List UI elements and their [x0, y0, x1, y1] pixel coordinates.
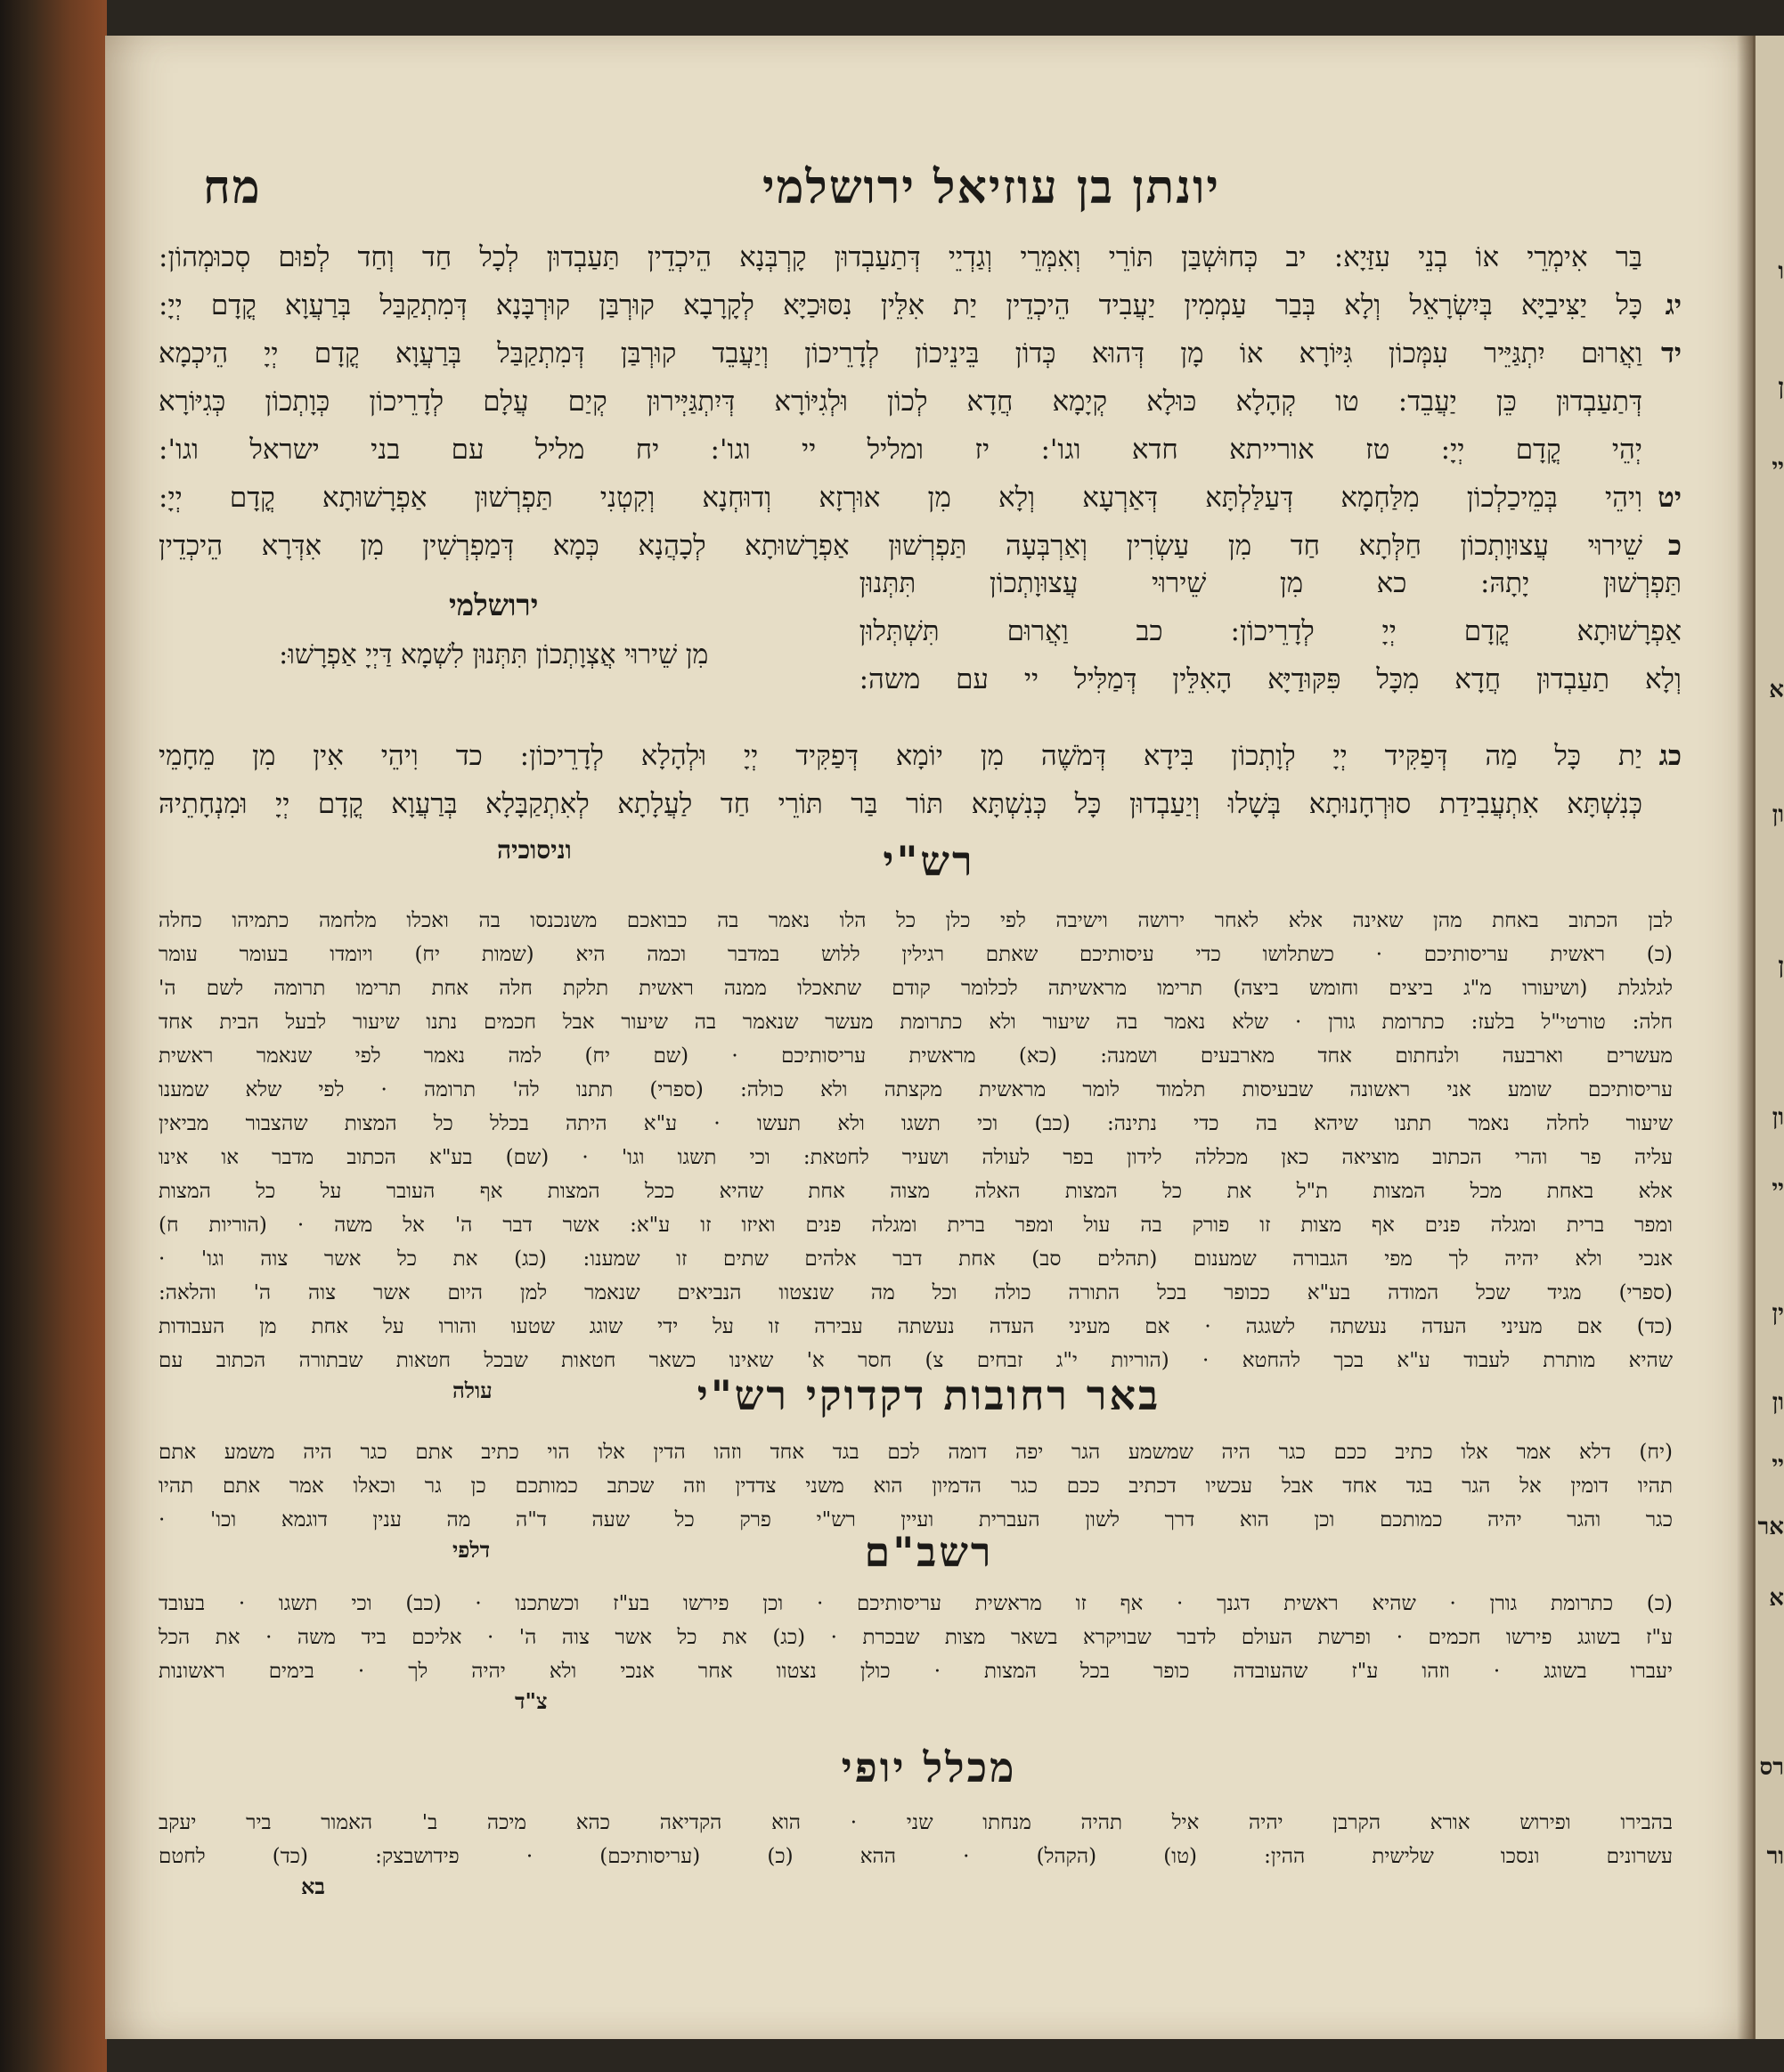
commentary-line: אנכי ולא יהיה לך מפי הגבורה שמענום (תהלים סב) אחת דבר אלהים שתים זו שמענו: (כג) את כל אשר צוה וגו' · — [159, 1247, 1673, 1271]
catchword: וניסוכיה — [497, 835, 572, 865]
commentary-line: מעשרים וארבעה ולנחתום אחד מארבעים ושמנה: (כא) מראשית עריסותיכם · (שם יח) למה נאמר לפי שנאמר ראשית — [159, 1044, 1673, 1068]
margin-letter: רס — [1759, 1754, 1784, 1781]
targum-line: ידוַאֲרוּם יִתְגַּיֵּיר עִמְּכוֹן גִּיּוֹרָא אוֹ מָן דְּהוּא כְּדוֹן בֵּינֵיכוֹן לְדָרֵיכוֹן וְיַעֲבֵד קוּרְבַּן דְּמִתְקַבַּל בְּרַעֲוָא קֳדָם יְיָ הֵיכְמָא — [159, 337, 1682, 370]
commentary-line: לגלגלת (ושיעורו מ"ג ביצים וחומש ביצה) תרימו מראשיתה לכלומר קודם שתאכלו ממנה ראשית תלקת חלה אחת תרימו תרומה לשם ה' — [159, 977, 1673, 1000]
margin-letter: יי — [1772, 1175, 1784, 1202]
targum-line: כשֵׁירוּי עֲצוּוָתְכוֹן חַלְּתָא חַד מִן עַשְׂרִין וְאַרְבְּעָה תַּפְרְשׁוּן אַפְרָשׁוּתָא לְכָהֲנָא כְּמָא דְּמַפְרְשִׁין מִן אִדְּרָא הֵיכְדֵין — [159, 530, 1682, 562]
catchword: דלפי — [452, 1537, 491, 1563]
targum-text — [159, 233, 1682, 570]
margin-letter: ן — [1778, 374, 1784, 401]
mikhlal-title: מכלל יופי — [841, 1743, 1017, 1792]
targum-line: יְהֵי קֳדָם יְיָ: טז אורייתא חדא וגו': יז ומליל יי וגו': יח מליל עם בני ישראל וגו': — [159, 434, 1642, 466]
commentary-line: ע"ז בשוגג פירשו חכמים · ופרשת העולם לדבר שבויקרא בשאר מצות שבכרת · (כג) את כל אשר צוה ה' · אליכם ביד משה · את הכל — [159, 1626, 1673, 1649]
yerushalmi-line: מִן שֵׁירוּי אֲצְוָתְכוֹן תִּתְּנוּן לִשְׁמָא דַּיְיָ אַפְרָשׁוּ: — [279, 639, 709, 670]
commentary-line: חלה: טורטי"ל בלעז: כתרומת גורן · שלא נאמר בה שיעור ולא כתרומת מעשר שנאמר בה שיעור אבל חכמים נתנו שיעור לבעל הבית אחד — [159, 1011, 1673, 1034]
yerushalmi-title: ירושלמי — [449, 588, 539, 622]
commentary-line: שהיא מותרת לעבוד ע"א בכך להחטא · (הוריות י"ג זבחים צ) חסר א' שאינו כשאר חטאות שבכל חטאות שבתורה הכתוב עם — [159, 1349, 1673, 1372]
margin-letter: ון — [1772, 1389, 1784, 1416]
commentary-line: ומפר ברית ומגלה פנים אף מצות זו פורק בה עול ומפר ברית ומגלה פנים ואיזו זו ע"א: אשר דבר ה' אל משה · (הוריות ח) — [159, 1214, 1673, 1237]
margin-letter: יי — [1772, 454, 1784, 481]
commentary-line: כגר והגר יהיה כמותכם וכן הוא דרך לשון העברית ועיין רש"י פרק כל שעה ד"ה מה ענין דוגמא וכו' · — [159, 1508, 1673, 1532]
catchword: צ"ד — [515, 1688, 548, 1714]
targum-line: כגיַת כָּל מַה דְּפַקִּיד יְיָ לְוָתְכוֹן בִּידָא דְּמֹשֶׁה מִן יוֹמָא דְּפַקִּיד יְיָ וּלְהָלָא לְדָרֵיכוֹן: כד וִיהֵי אִין מִן מֵחָמֵי — [159, 740, 1682, 772]
commentary-line: בהבירו ופירוש אורא הקרבן יהיה איל תהיה מנחתו שני · הוא הקדיאה כהא מיכה ב' האמור ביר יעקב — [159, 1811, 1673, 1834]
targum-column-right — [859, 559, 1682, 703]
margin-letter: ין — [1772, 1300, 1784, 1327]
folio-number: מח — [203, 159, 262, 215]
targum-split — [159, 559, 1682, 728]
margin-letter: ון — [1772, 801, 1784, 828]
commentary-line: לבן הכתוב באחת מהן שאינה אלא לאחר ירושה וישיבה לפי כלן כל הלו נאמר בה כבואכם משנכנסו בה ואכלו מלחמה כתמיהו כחלה — [159, 909, 1673, 932]
rashi-commentary — [159, 904, 1673, 1404]
targum-line: בַּר אִימְרֵי אוֹ בְנֵי עִזַּיָא: יב כְּחוּשְׁבַּן תּוֹרֵי וְאִמְּרֵי וְגַדְיֵי דְּתַעַבְדוּן קָרְבְּנָא הֵיכְדֵין תַּעַבְדוּן לְכָל חַד וְחַד לְפוּם סְכוּמְהוֹן: — [159, 241, 1642, 273]
page-title: יונתן בן עוזיאל ירושלמי — [762, 159, 1221, 215]
rashbam-title: רשב"ם — [864, 1528, 994, 1576]
margin-letter: יי — [1772, 1451, 1784, 1478]
mikhlal-commentary — [159, 1806, 1673, 1900]
commentary-line: תהיו דומין אל הגר בגד אחד אבל עכשיו דכתיב ככם כגר הדמיון הוא משני צדדין וזה שכתב כמותכם כן גר וכאלו אמר אתם תהיו — [159, 1475, 1673, 1498]
commentary-line: עליה פר והרי הכתוב מוציאה כאן מכללה לידון בפר לעולה ושעיר לחטאת: וכי תשגו וגו' · (שם) בע"א הכתוב מדבר או אינו — [159, 1146, 1674, 1169]
commentary-line: עשרונים ונסכו שלישית ההין: (טו) (הקהל) · ההא (כ) (עריסותיכם) · פידושבצק: (כד) לחטם — [159, 1845, 1673, 1868]
beer-title: באר רחובות דקדוקי רש"י — [696, 1371, 1161, 1419]
book-spine — [0, 0, 107, 2072]
catchword: עולה — [452, 1377, 493, 1403]
facing-page-edge — [1753, 36, 1784, 2039]
commentary-line: שיעור לחלה נאמר תתנו שיהא בה כדי נתינה: (כב) וכי תשגו ולא תעשו · ע"א היתה בכלל כל המצות שהצבור מביאין — [159, 1112, 1673, 1135]
commentary-line: (יח) דלא אמר אלו כתיב ככם כגר היה שמשמע הגר יפה דומה לכם בגד אחד וזהו הדין אלו הוי כתיב אתם כגר היה משמע אתם — [159, 1441, 1673, 1464]
running-head — [203, 151, 1655, 223]
commentary-line: (ספרי) מגיד שכל המודה בע"א ככופר בכל התורה כולה וכל מה שנצטוו הנביאים שנאמר למן היום אשר צוה ה' והלאה: — [159, 1281, 1673, 1304]
targum-line: דְּתַעַבְדוּן כֵּן יַעֲבֵד: טו קְהָלָא כּוּלָא קְיָמָא חֲדָא לְכוֹן וּלְגִיּוֹרָא דְּיִתְגַּיְּירוּן קְיַם עֲלָם לְדָרֵיכוֹן כְּוָתְכוֹן כְּגִיּוֹרָא — [159, 386, 1642, 418]
commentary-line: אלא באחת מכל המצות ת"ל את כל המצות האלה מצוה אחת שהיא ככל המצות אף העובר על כל המצות — [159, 1180, 1673, 1203]
catchword: בא — [301, 1873, 325, 1899]
targum-line: וְלָא תַעַבְדוּן חֲדָא מִכָּל פִּקּוּדַיָּא הָאִלֵּין דְּמַלִּיל יי עם משה: — [859, 663, 1682, 695]
commentary-line: עריסותיכם שומע אני ראשונה שבעיסות תלמוד לומר מראשית מקצתה ולא כולה: (ספרי) תתנו לה' תרומה · לפי שלא שמענו — [159, 1078, 1673, 1101]
targum-line: אַפְרָשׁוּתָא קֳדָם יְיָ לְדָרֵיכוֹן: כב וַאֲרוּם תִּשְׁתְּלוּן — [859, 615, 1682, 647]
commentary-line: (כ) ראשית עריסותיכם · כשתלושו כדי עיסותיכם שאתם רגילין ללוש במדבר וכמה היא (שמות יח) ויומדו בעומר עומר — [159, 943, 1673, 966]
commentary-line: (כד) אם מעיני העדה נעשתה לשגגה · אם מעיני העדה נעשתה עבירה זו על ידי שוגג שטעו והורו על אחת מן העבודות — [159, 1315, 1673, 1338]
margin-letter: אר — [1757, 1514, 1784, 1540]
targum-line: יגכָּל יַצִּיבַיָּא בְּיִשְׂרָאֵל וְלָא בְּבַר עַמְמִין יַעֲבִיד הֵיכְדֵין יַת אִלֵּין נִסּוּכַיָּא לְקָרָבָא קוּרְבַּן קוּרְבָּנָא דְּמִתְקַבַּל בְּרַעֲוָא קֳדָם יְיָ: — [159, 289, 1682, 321]
rashi-title: רש"י — [883, 837, 975, 885]
margin-letter: ון — [1772, 1104, 1784, 1131]
margin-letter: ן — [1778, 953, 1784, 979]
book-page — [105, 36, 1753, 2039]
targum-line: כְּנִשְׁתָּא אִתְעֲבִידַת סוּרְחָנוּתָא בְּשָׁלוּ וְיַעַבְדוּן כָּל כְּנִשְׁתָּא תּוֹר בַּר תּוֹרֵי חַד לַעֲלָתָא לְאִתְקַבָּלָא בְּרַעֲוָא קֳדָם יְיָ וּמִנְחָתֵיהּ — [159, 788, 1642, 820]
margin-letter: ו — [1778, 258, 1784, 285]
margin-letter: ור — [1766, 1843, 1784, 1870]
targum-line: יטוִיהֵי בְּמֵיכַלְכוֹן מִלַּחְמָא דְּעַלַּלְתָּא דְּאַרְעָא וְלָא מִן אוּרְזָא וְדוּחְנָא וְקִטְנִי תַּפְרְשׁוּן אַפְרָשׁוּתָא קֳדָם יְיָ: — [159, 482, 1682, 514]
targum-line: תַּפְרְשׁוּן יָתָהּ: כא מִן שֵׁירוּי עֲצוּוָתְכוֹן תִּתְּנוּן — [859, 567, 1682, 599]
commentary-line: יעברו בשוגג · וזהו ע"ז שהעובדה כופר בכל המצות · כולן נצטוו אחר אנכי ולא יהיה לך · בימים ראשונות — [159, 1660, 1673, 1683]
margin-letter: א — [1769, 677, 1784, 703]
margin-letter: א — [1769, 1585, 1784, 1612]
page-gutter — [1737, 36, 1753, 2039]
rashbam-commentary — [159, 1587, 1673, 1715]
commentary-line: (כ) כתרומת גורן · שהיא ראשית דגנך · אף זו מראשית עריסותיכם · וכן פירשו בע"ז וכשתכנו · (כב) וכי תשגו · בעובד — [159, 1592, 1673, 1615]
yerushalmi-column — [159, 581, 828, 680]
